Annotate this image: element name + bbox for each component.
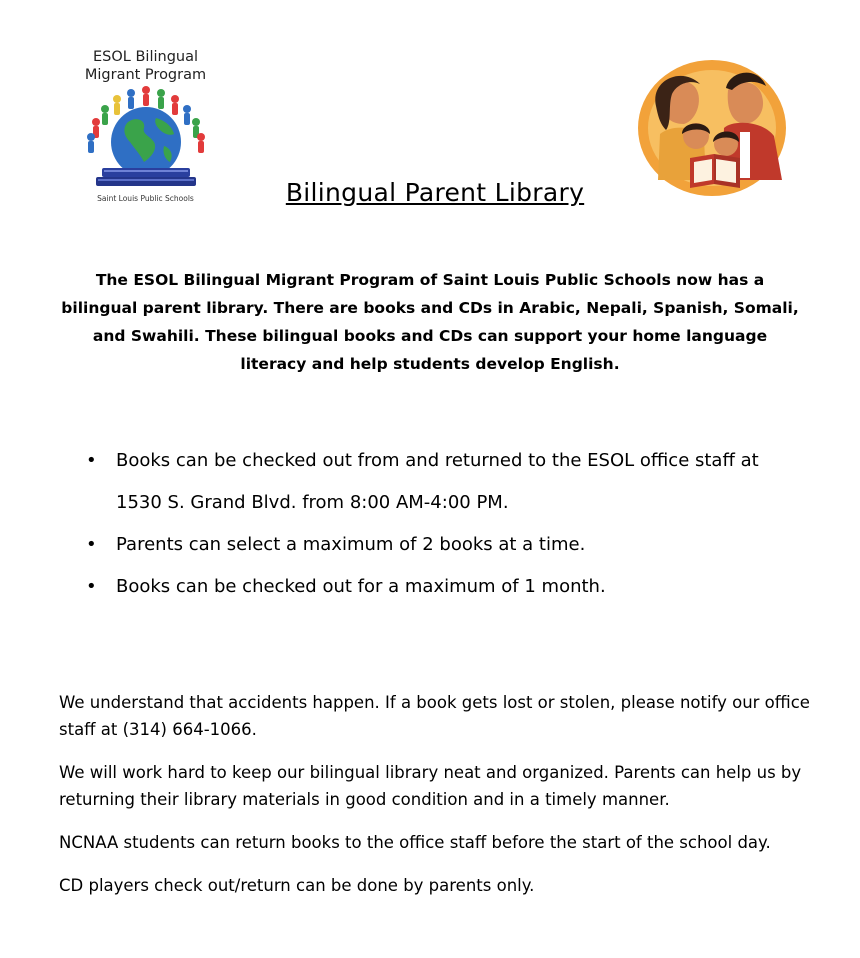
logo-title-line1: ESOL Bilingual: [93, 49, 198, 65]
logo-title-line2: Migrant Program: [84, 67, 207, 83]
page-title: Bilingual Parent Library: [285, 178, 585, 207]
notes-section: [59, 689, 819, 915]
note-paragraph: CD players check out/return can be done by parents only.: [59, 876, 535, 895]
intro-paragraph: The ESOL Bilingual Migrant Program of Saint Louis Public Schools now has a bilingual parent library. There are books and CDs in Arabic, Nepali, Spanish, Somali, and Swahili. These bilingual books and CDs can support your home language literacy and help students develop English.: [61, 271, 799, 373]
rule-item: • Parents can select a maximum of 2 books at a time.: [86, 524, 806, 566]
logo-title: [78, 48, 213, 84]
rule-item: • Books can be checked out from and returned to the ESOL office staff at 1530 S. Grand Blvd. from 8:00 AM-4:00 PM.: [86, 440, 806, 524]
note-paragraph: We will work hard to keep our bilingual library neat and organized. Parents can help us by returning their library materials in good condition and in a timely manner.: [59, 763, 802, 809]
note-paragraph: We understand that accidents happen. If a book gets lost or stolen, please notify our office staff at (314) 664-1066.: [59, 693, 810, 739]
note-paragraph: NCNAA students can return books to the office staff before the start of the school day.: [59, 833, 771, 852]
logo-footer: Saint Louis Public Schools: [97, 194, 194, 203]
rule-item: • Books can be checked out for a maximum of 1 month.: [86, 566, 806, 608]
library-rules-list: [86, 440, 806, 608]
